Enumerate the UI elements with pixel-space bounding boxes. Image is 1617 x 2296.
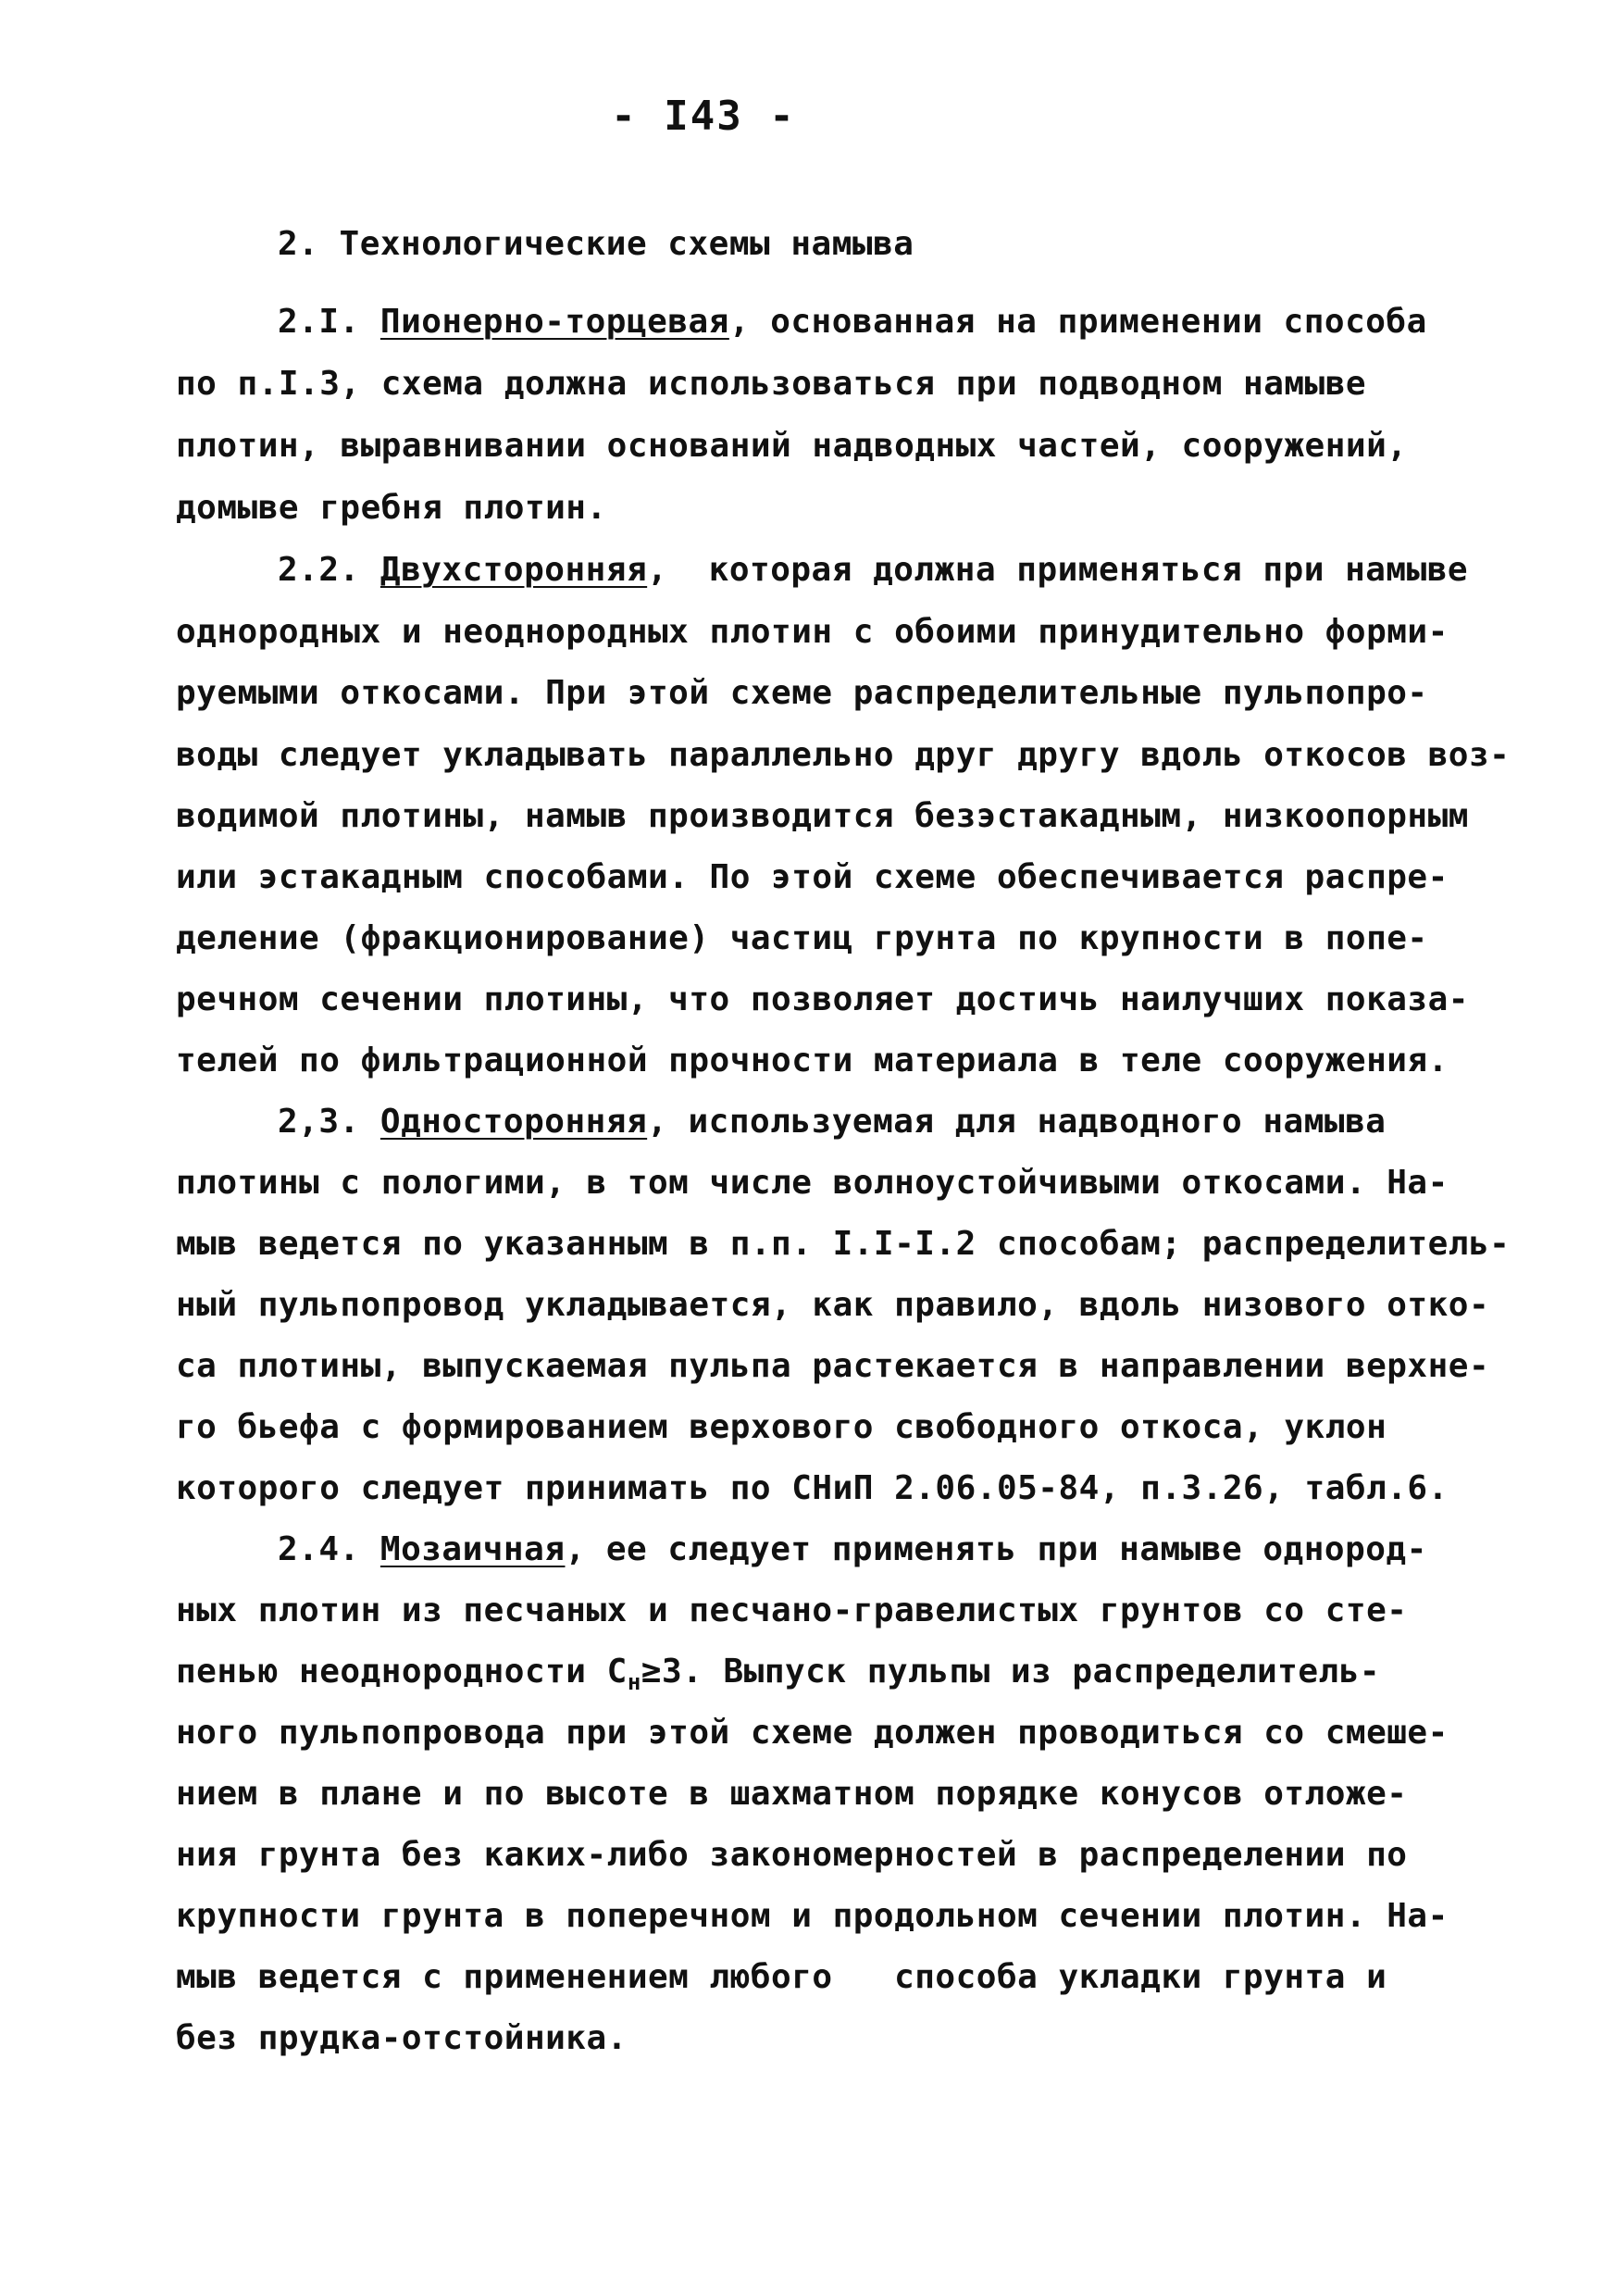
paragraph-text: , используемая для надводного намыва xyxy=(647,1103,1387,1141)
text-line: без прудка-отстойника. xyxy=(176,2019,628,2057)
text-line: плотины с пологими, в том числе волноустойчивыми откосами. На- xyxy=(176,1164,1449,1202)
text-line-with-formula xyxy=(176,1653,1381,1696)
paragraph-2-1-first-line xyxy=(278,303,1427,341)
section-term: Двухсторонняя xyxy=(379,551,648,589)
paragraph-text: , основанная на применении способа xyxy=(728,303,1427,341)
text-line: по п.I.3, схема должна использоваться при подводном намыве xyxy=(176,365,1367,403)
section-term: Мозаичная xyxy=(379,1530,566,1568)
paragraph-text: , которая должна применяться при намыве xyxy=(647,551,1469,589)
paragraph-2-2-first-line xyxy=(278,551,1469,589)
section-term: Односторонняя xyxy=(379,1103,648,1141)
text-line: телей по фильтрационной прочности материала в теле сооружения. xyxy=(176,1042,1449,1079)
text-line: са плотины, выпускаемая пульпа растекается в направлении верхне- xyxy=(176,1347,1490,1385)
text-line: воды следует укладывать параллельно друг другу вдоль откосов воз- xyxy=(176,736,1511,774)
section-term: Пионерно-торцевая xyxy=(379,303,729,341)
page-number: - I43 - xyxy=(611,93,796,140)
text-line: ния грунта без каких-либо закономерностей в распределении по xyxy=(176,1836,1408,1874)
section-number: 2,3. xyxy=(278,1103,360,1141)
text-line: речном сечении плотины, что позволяет достичь наилучших показа- xyxy=(176,980,1469,1018)
formula-subscript: н xyxy=(627,1669,641,1696)
text-line: водимой плотины, намыв производится безэстакадным, низкоопорным xyxy=(176,797,1469,835)
text-line: или эстакадным способами. По этой схеме обеспечивается распре- xyxy=(176,858,1449,896)
section-number: 2.4. xyxy=(278,1530,360,1568)
section-number: 2.I. xyxy=(278,303,360,341)
text-line: ный пульпопровод укладывается, как правило, вдоль низового отко- xyxy=(176,1286,1490,1324)
paragraph-2-3-first-line xyxy=(278,1105,1386,1139)
text-line: однородных и неоднородных плотин с обоими принудительно форми- xyxy=(176,613,1449,651)
text-line: руемыми откосами. При этой схеме распределительные пульпопро- xyxy=(176,674,1428,712)
text-line: мыв ведется с применением любого способа укладки грунта и xyxy=(176,1958,1387,1996)
section-number: 2.2. xyxy=(278,551,360,589)
text-line: го бьефа с формированием верхового свободного откоса, уклон xyxy=(176,1408,1387,1446)
text-line: мыв ведется по указанным в п.п. I.I-I.2 способам; распределитель- xyxy=(176,1225,1511,1263)
text-line: деление (фракционирование) частиц грунта по крупности в попе- xyxy=(176,919,1428,957)
text-line: домыве гребня плотин. xyxy=(176,489,607,527)
text-line: нием в плане и по высоте в шахматном порядке конусов отложе- xyxy=(176,1775,1408,1813)
text-line: которого следует принимать по СНиП 2.06.05-84, п.3.26, табл.6. xyxy=(176,1469,1449,1507)
text-line: крупности грунта в поперечном и продольном сечении плотин. На- xyxy=(176,1897,1449,1935)
text-line: ного пульпопровода при этой схеме должен проводиться со смеше- xyxy=(176,1714,1449,1752)
text-fragment: пенью неоднородности С xyxy=(176,1653,628,1691)
text-fragment: ≥3. Выпуск пульпы из распределитель- xyxy=(641,1653,1381,1691)
section-heading: 2. Технологические схемы намыва xyxy=(278,225,914,263)
paragraph-text: , ее следует применять при намыве однород- xyxy=(565,1530,1427,1568)
text-line: плотин, выравнивании оснований надводных частей, сооружений, xyxy=(176,427,1408,465)
text-line: ных плотин из песчаных и песчано-гравелистых грунтов со сте- xyxy=(176,1591,1408,1629)
paragraph-2-4-first-line xyxy=(278,1530,1427,1568)
